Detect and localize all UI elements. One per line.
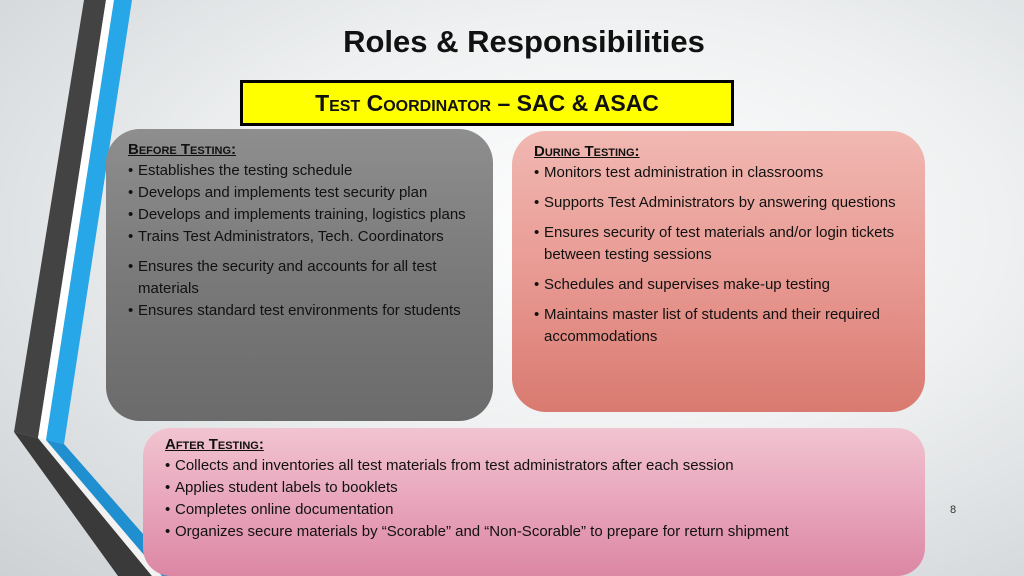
list-item: • Ensures the security and accounts for all test materials bbox=[128, 256, 479, 300]
before-testing-list bbox=[128, 160, 479, 322]
list-item: • Develops and implements test security plan bbox=[128, 182, 479, 204]
list-item: • Completes online documentation bbox=[165, 499, 911, 521]
list-item: • Develops and implements training, logistics plans bbox=[128, 204, 479, 226]
dark-lower-stripe bbox=[14, 432, 152, 576]
during-testing-panel bbox=[512, 131, 925, 412]
subtitle-text: Test Coordinator – SAC & ASAC bbox=[315, 90, 659, 116]
list-item: • Organizes secure materials by “Scorable” and “Non-Scorable” to prepare for return shipment bbox=[165, 521, 911, 543]
before-testing-panel bbox=[106, 129, 493, 421]
list-item: • Schedules and supervises make-up testing bbox=[534, 274, 911, 296]
before-testing-heading: Before Testing: bbox=[128, 141, 236, 158]
after-testing-heading: After Testing: bbox=[165, 436, 264, 453]
list-item: • Maintains master list of students and their required accommodations bbox=[534, 304, 911, 348]
subtitle-box bbox=[240, 80, 734, 126]
slide-title: Roles & Responsibilities bbox=[343, 24, 705, 59]
list-item: • Monitors test administration in classrooms bbox=[534, 162, 911, 184]
after-testing-list bbox=[165, 455, 911, 543]
page-number: 8 bbox=[950, 504, 957, 516]
during-testing-list bbox=[534, 162, 911, 348]
after-testing-panel bbox=[143, 428, 925, 576]
list-item: • Trains Test Administrators, Tech. Coordinators bbox=[128, 226, 479, 248]
list-item: • Supports Test Administrators by answering questions bbox=[534, 192, 911, 214]
list-item: • Applies student labels to booklets bbox=[165, 477, 911, 499]
list-item: • Ensures standard test environments for students bbox=[128, 300, 479, 322]
list-item: • Ensures security of test materials and/or login tickets between testing sessions bbox=[534, 222, 911, 266]
during-testing-heading: During Testing: bbox=[534, 143, 640, 160]
list-item: • Collects and inventories all test materials from test administrators after each session bbox=[165, 455, 911, 477]
list-item: • Establishes the testing schedule bbox=[128, 160, 479, 182]
